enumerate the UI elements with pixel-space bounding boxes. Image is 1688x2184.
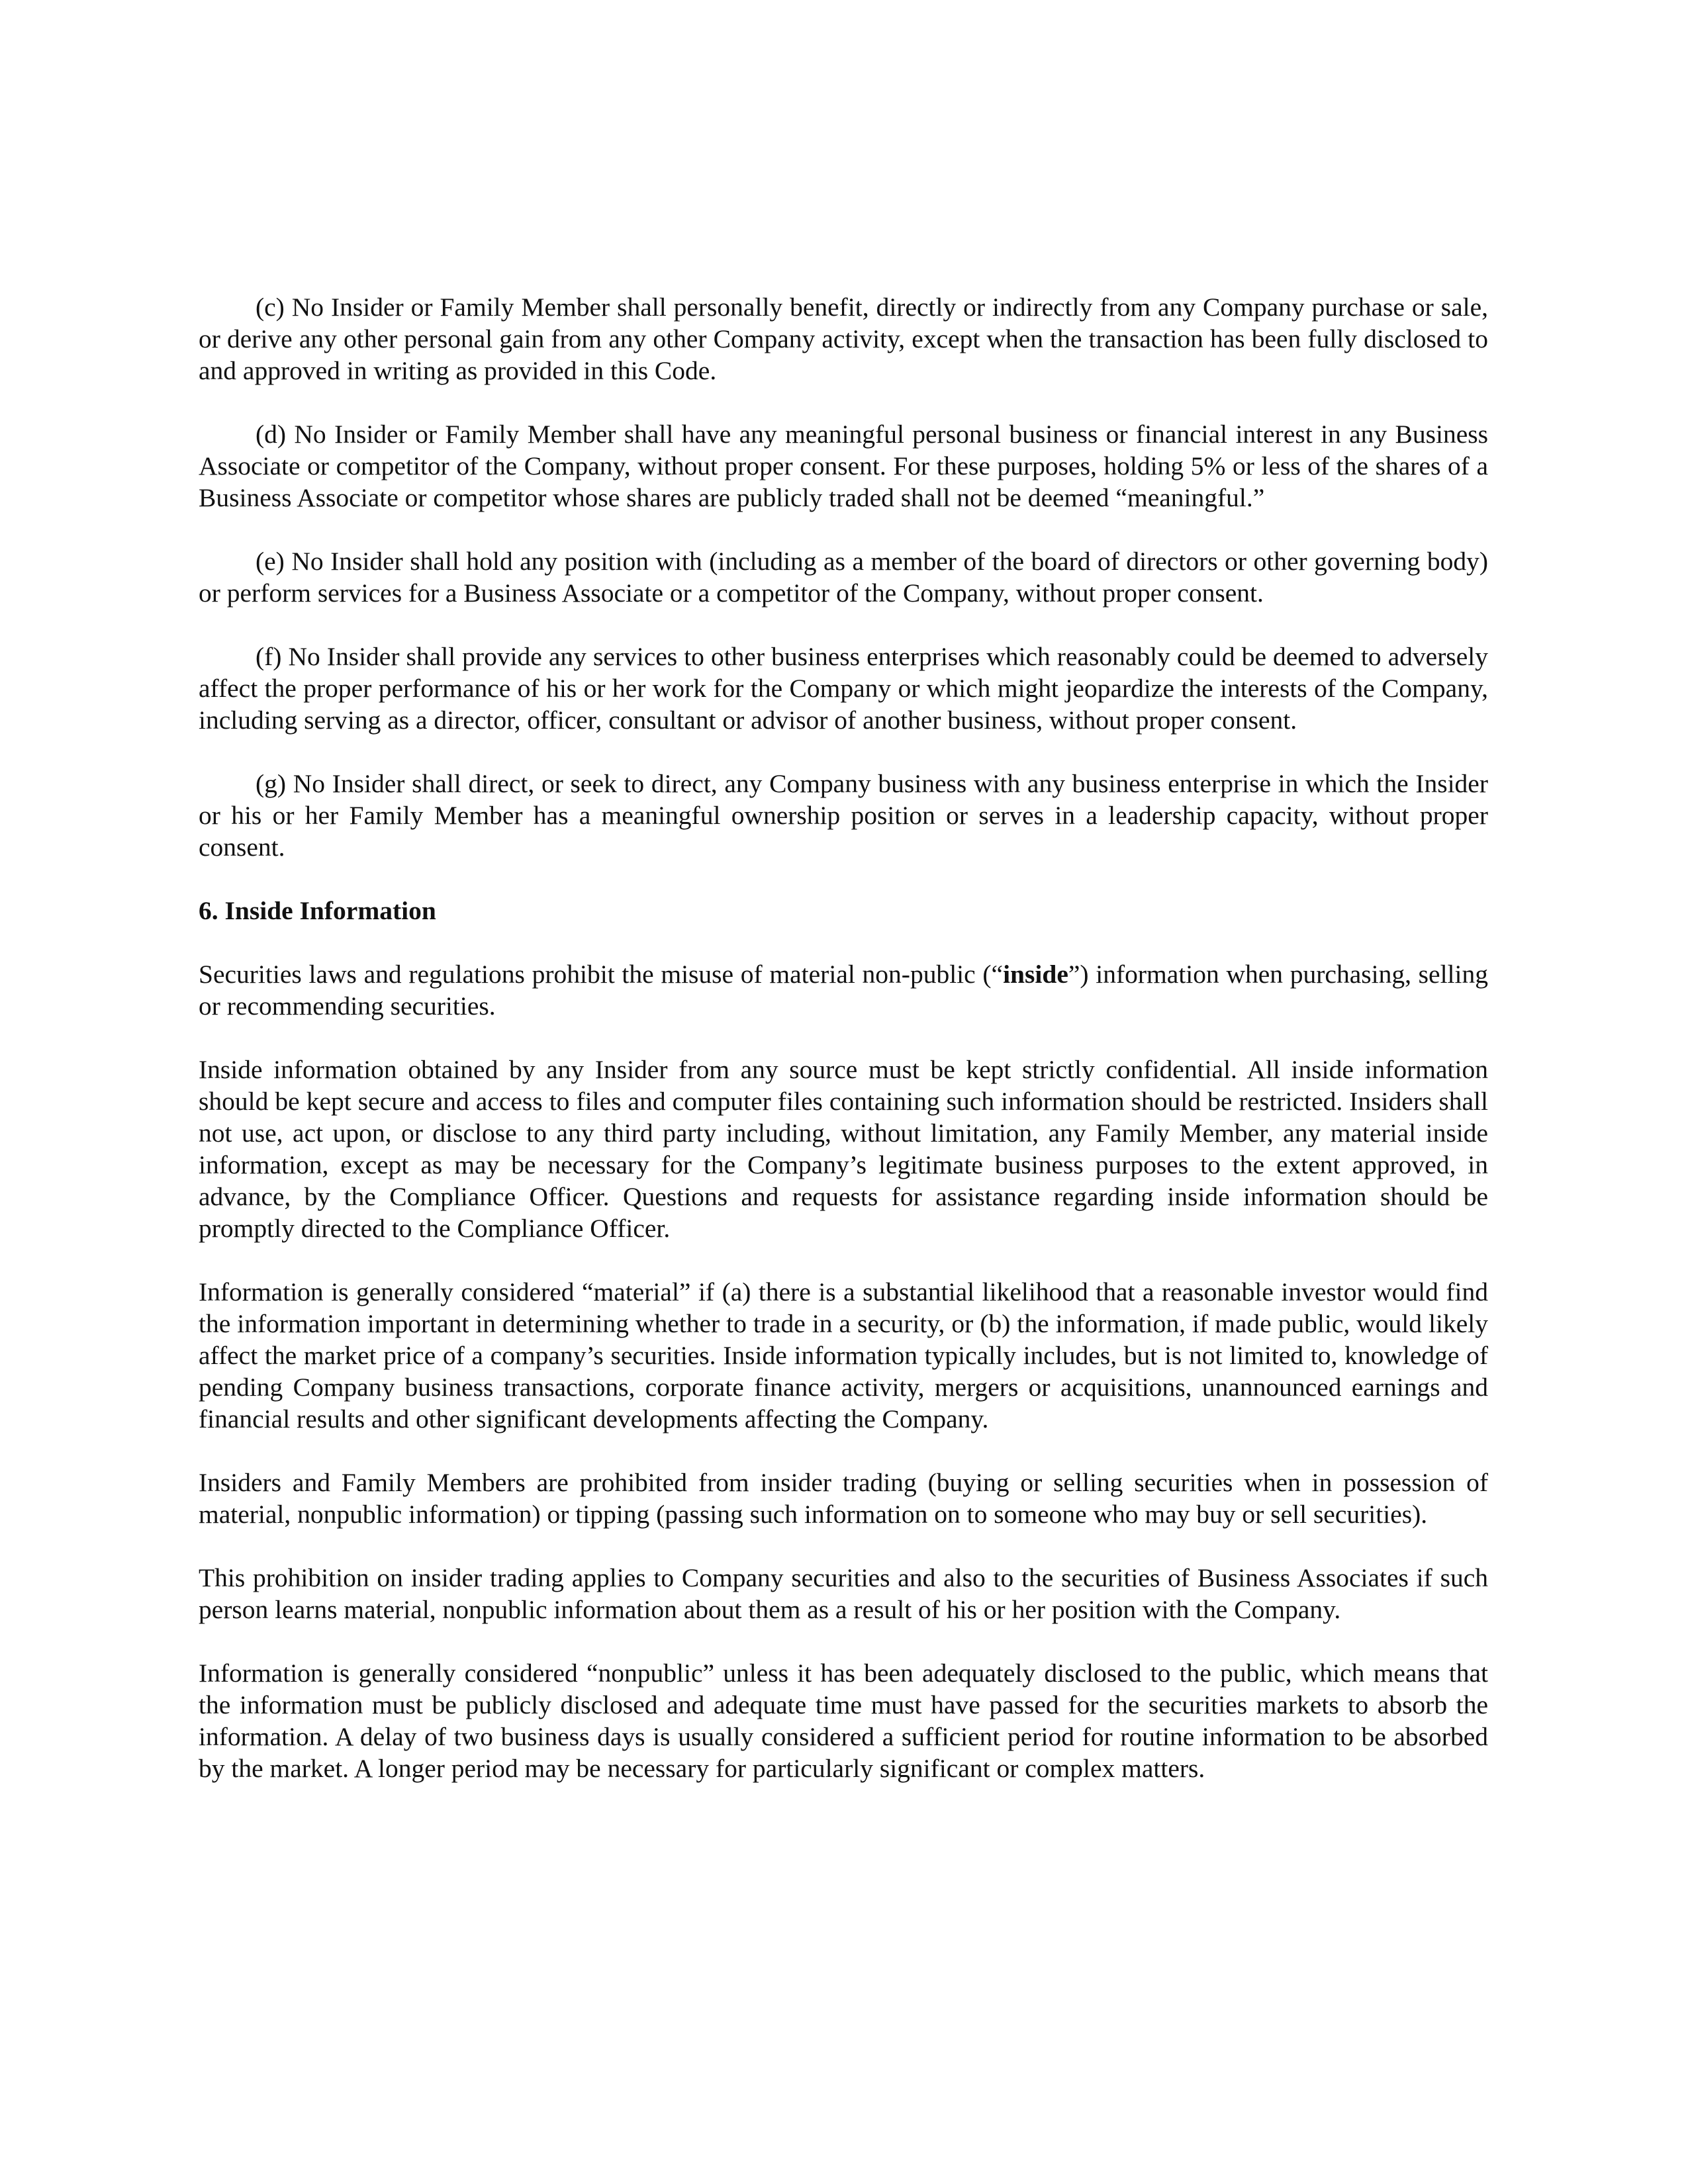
insider-trading-prohibition-paragraph: Insiders and Family Members are prohibited from insider trading (buying or selling securities when in possession of material, nonpublic information) or tipping (passing such information on to someone who may buy or sell securities). [199,1468,1488,1529]
nonpublic-definition-paragraph: Information is generally considered “nonpublic” unless it has been adequately disclosed to the public, which means that the information must be publicly disclosed and adequate time must have passed for the securities markets to absorb the information. A delay of two business days is usually considered a sufficient period for routine information to be absorbed by the market. A longer period may be necessary for particularly significant or complex matters. [199,1659,1488,1783]
confidentiality-paragraph: Inside information obtained by any Insider from any source must be kept strictly confidential. All inside information should be kept secure and access to files and computer files containing such information should be restricted. Insiders shall not use, act upon, or disclose to any third party including, without limitation, any Family Member, any material inside information, except as may be necessary for the Company’s legitimate business purposes to the extent approved, in advance, by the Compliance Officer. Questions and requests for assistance regarding inside information should be promptly directed to the Compliance Officer. [199,1055,1488,1243]
subsection-f: (f) No Insider shall provide any services to other business enterprises which reasonably could be deemed to adversely affect the proper performance of his or her work for the Company or which might jeopardize the interests of the Company, including serving as a director, officer, consultant or advisor of another business, without proper consent. [199,642,1488,735]
subsection-e: (e) No Insider shall hold any position with (including as a member of the board of directors or other governing body) or perform services for a Business Associate or a competitor of the Company, without proper consent. [199,547,1488,608]
document-page [199,291,1488,1816]
intro-text-after: ”) information when purchasing, selling or recommending securities. [199,960,1488,1021]
intro-text-before: Securities laws and regulations prohibit the misuse of material non-public (“ [199,960,1004,989]
subsection-c: (c) No Insider or Family Member shall personally benefit, directly or indirectly from any Company purchase or sale, or derive any other personal gain from any other Company activity, except when the transaction has been fully disclosed to and approved in writing as provided in this Code. [199,293,1488,385]
subsection-g: (g) No Insider shall direct, or seek to direct, any Company business with any business enterprise in which the Insider or his or her Family Member has a meaningful ownership position or serves in a leadership capacity, without proper consent. [199,769,1488,862]
intro-bold-term: inside [1003,960,1068,989]
subsection-d: (d) No Insider or Family Member shall have any meaningful personal business or financial interest in any Business Associate or competitor of the Company, without proper consent. For these purposes, holding 5% or less of the shares of a Business Associate or competitor whose shares are publicly traded shall not be deemed “meaningful.” [199,420,1488,512]
business-associates-paragraph: This prohibition on insider trading applies to Company securities and also to the securities of Business Associates if such person learns material, nonpublic information about them as a result of his or her position with the Company. [199,1563,1488,1624]
section-intro-paragraph [199,958,1488,1022]
section-heading: 6. Inside Information [199,896,436,925]
material-definition-paragraph: Information is generally considered “material” if (a) there is a substantial likelihood that a reasonable investor would find the information important in determining whether to trade in a security, or (b) the information, if made public, would likely affect the market price of a company’s securities. Inside information typically includes, but is not limited to, knowledge of pending Company business transactions, corporate finance activity, mergers or acquisitions, unannounced earnings and financial results and other significant developments affecting the Company. [199,1277,1488,1433]
